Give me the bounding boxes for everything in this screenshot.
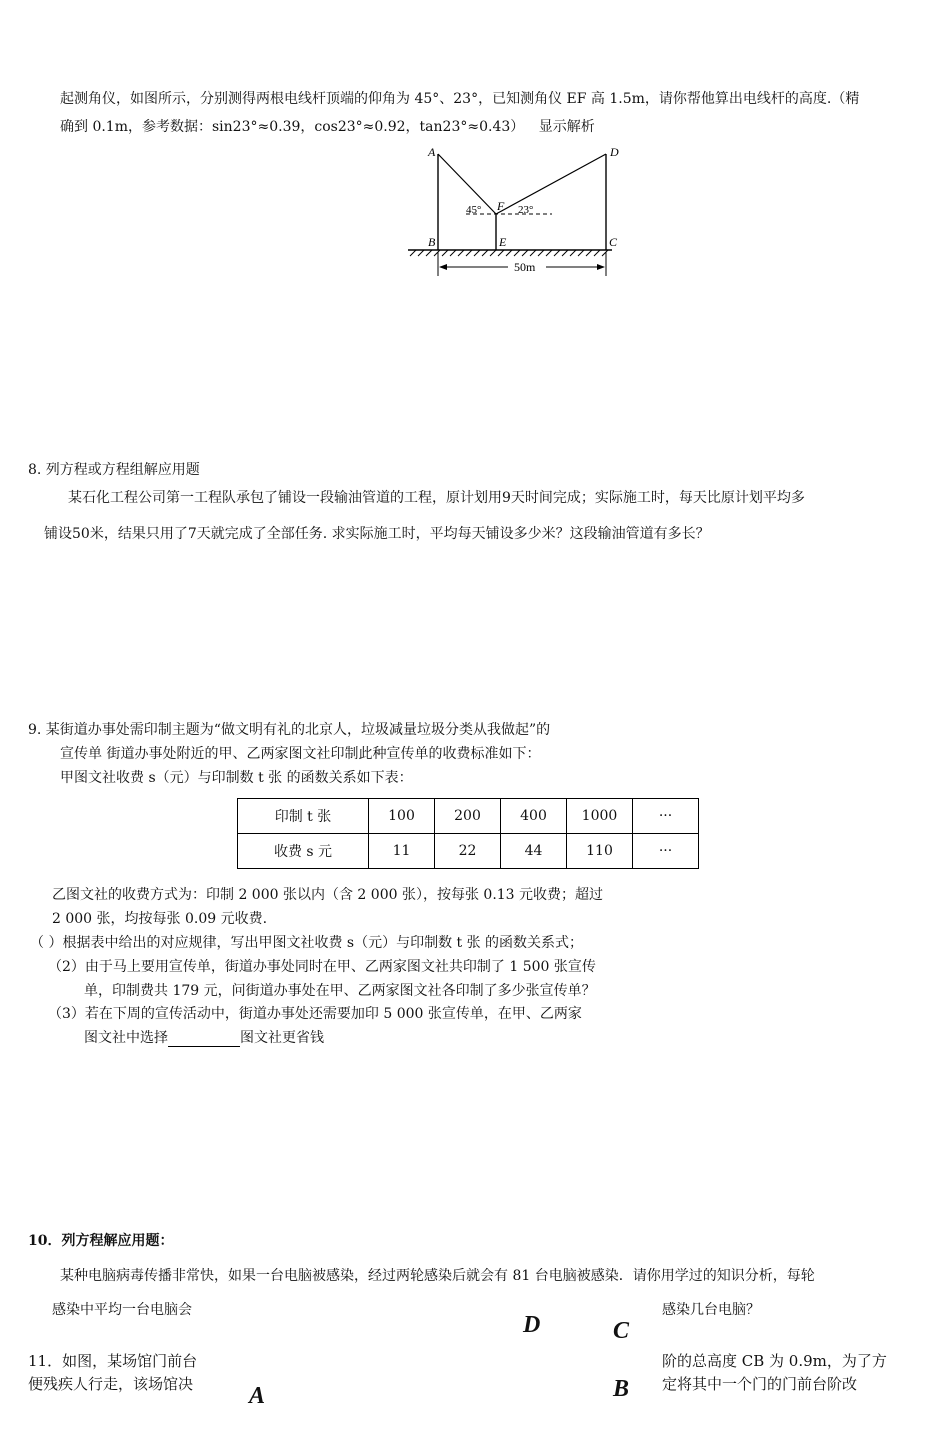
q9-line4: 乙图文社的收费方式为：印制 2 000 张以内（含 2 000 张），按每张 0.13 元收费；超过 [52,887,604,903]
q11-left1: 11．如图，某场馆门前台 [28,1352,198,1370]
q9-part2a: （2）由于马上要用宣传单，街道办事处同时在甲、乙两家图文社共印制了 1 500 张宣传 [48,959,596,975]
label-a: A [428,145,436,159]
distance-label: 50m [514,260,536,274]
table-cell: 110 [567,834,633,869]
q9-line3: 甲图文社收费 s（元）与印制数 t 张 的函数关系如下表： [60,770,413,786]
angle-45: 45° [466,204,482,216]
table-cell: 100 [369,799,435,834]
table-header-cell: 印制 t 张 [238,799,369,834]
q7-text-line2 [60,116,595,136]
q10-line2-left: 感染中平均一台电脑会 [52,1302,192,1318]
table-header-cell: 收费 s 元 [238,834,369,869]
label-c: C [609,235,618,249]
q11-left2: 便残疾人行走，该场馆决 [28,1375,194,1393]
table-cell: 11 [369,834,435,869]
show-solution-link[interactable]: 显示解析 [538,119,595,135]
q7-text-line2-body: 确到 0.1m，参考数据：sin23°≈0.39，cos23°≈0.92，tan23°≈0.43） [60,119,525,135]
ground-line [408,250,612,256]
q8-title: 8. 列方程或方程组解应用题 [28,462,200,478]
fee-table [237,798,699,869]
label-e: E [499,235,507,249]
angle-23: 23° [518,204,534,216]
table-cell: 22 [435,834,501,869]
q10-title: 10．列方程解应用题： [28,1233,174,1249]
table-cell: ··· [633,834,699,869]
q9-line1: 9. 某街道办事处需印制主题为“做文明有礼的北京人，垃圾减量垃圾分类从我做起”的 [28,722,551,738]
table-cell: 400 [501,799,567,834]
q9-part3b-pre: 图文社中选择 [84,1030,168,1046]
q10-line1: 某种电脑病毒传播非常快，如果一台电脑被感染，经过两轮感染后就会有 81 台电脑被感染．请你用学过的知识分析，每轮 [60,1268,815,1284]
q9-part1: （ ）根据表中给出的对应规律，写出甲图文社收费 s（元）与印制数 t 张 的函数关系式； [30,935,584,951]
q9-part3a: （3）若在下周的宣传活动中，街道办事处还需要加印 5 000 张宣传单，在甲、乙两家 [48,1006,582,1022]
q7-text-line1: 起测角仪，如图所示，分别测得两根电线杆顶端的仰角为 45°、23°，已知测角仪 EF 高 1.5m，请你帮他算出电线杆的高度.（精 [60,91,860,107]
q11-right1: 阶的总高度 CB 为 0.9m，为了方 [662,1352,887,1370]
q10-line2-right: 感染几台电脑？ [662,1302,760,1318]
q11-label-a: A [249,1383,266,1409]
q9-line5: 2 000 张，均按每张 0.09 元收费. [52,911,268,927]
q9-part2b: 单，印制费共 179 元，问街道办事处在甲、乙两家图文社各印制了多少张宣传单？ [84,983,596,999]
q8-line1: 某石化工程公司第一工程队承包了铺设一段输油管道的工程，原计划用9天时间完成；实际施工时，每天比原计划平均多 [68,490,805,506]
q9-line2: 宣传单 街道办事处附近的甲、乙两家图文社印制此种宣传单的收费标准如下： [60,746,541,762]
answer-blank[interactable] [168,1032,240,1047]
q7-figure [400,140,640,280]
q11-label-c: C [613,1318,630,1344]
table-cell: 200 [435,799,501,834]
table-cell: 44 [501,834,567,869]
label-f: F [497,199,505,213]
table-cell: 1000 [567,799,633,834]
q9-part3b-post: 图文社更省钱 [240,1030,324,1046]
q11-label-b: B [613,1376,630,1402]
q9-part3b [84,1027,324,1047]
table-cell: ··· [633,799,699,834]
q11-label-d: D [523,1312,541,1338]
label-b: B [428,235,436,249]
q11-right2: 定将其中一个门的门前台阶改 [662,1375,858,1393]
q8-line2: 铺设50米，结果只用了7天就完成了全部任务. 求实际施工时，平均每天铺设多少米？这段输油管道有多长？ [44,526,710,542]
sight-line-fd [496,154,606,214]
table-row [238,799,699,834]
label-d: D [610,145,619,159]
table-row [238,834,699,869]
